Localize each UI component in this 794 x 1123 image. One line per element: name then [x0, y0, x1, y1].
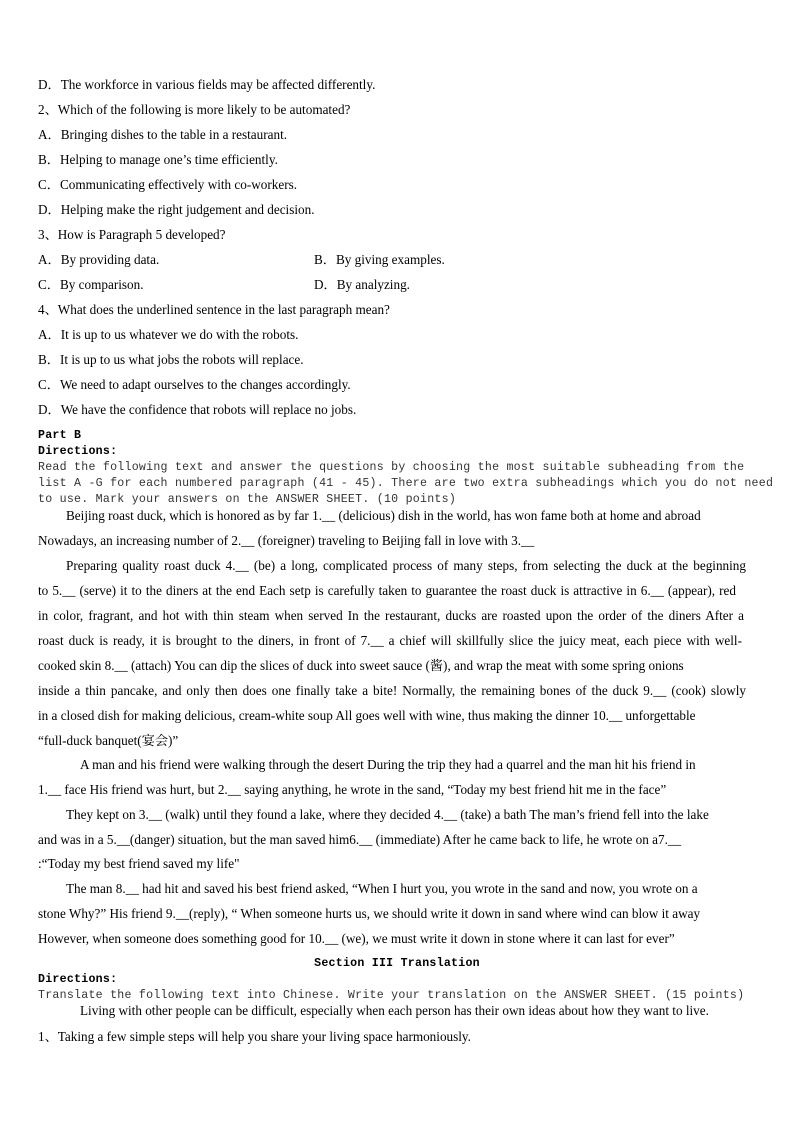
passage-line: A man and his friend were walking through the desert During the trip they had a quarrel and the man hit his friend in	[80, 757, 696, 772]
q3-option-d: D．By analyzing.	[314, 277, 410, 292]
passage-line: They kept on 3.__ (walk) until they found a lake, where they decided 4.__ (take) a bath The man’s friend fell into the lake	[66, 807, 709, 822]
q4-option-a: A．It is up to us whatever we do with the robots.	[38, 327, 299, 342]
passage-line: inside a thin pancake, and only then does one finally take a bite! Normally, the remaining bones of the duck 9.__ (cook) slowly	[38, 683, 746, 698]
passage-line: cooked skin 8.__ (attach) You can dip the slices of duck into sweet sauce (酱), and wrap the meat with some spring onions	[38, 658, 684, 673]
q3-option-c: C．By comparison.	[38, 277, 144, 292]
part-b-title: Part B	[38, 429, 82, 442]
passage-line: :“Today my best friend saved my life"	[38, 856, 240, 871]
q3-stem: 3、How is Paragraph 5 developed?	[38, 227, 226, 242]
part-b-directions-label: Directions:	[38, 445, 118, 458]
q3-option-b: B．By giving examples.	[314, 252, 445, 267]
translation-line: Living with other people can be difficult, especially when each person has their own ideas about how they want to live.	[80, 1003, 709, 1018]
q2-option-a: A．Bringing dishes to the table in a restaurant.	[38, 127, 288, 142]
passage-line: “full-duck banquet(宴会)”	[38, 733, 179, 748]
q2-option-b: B．Helping to manage one’s time efficiently.	[38, 152, 278, 167]
q2-stem: 2、Which of the following is more likely to be automated?	[38, 102, 351, 117]
q1-option-d: D．The workforce in various fields may be affected differently.	[38, 77, 376, 92]
q4-stem: 4、What does the underlined sentence in the last paragraph mean?	[38, 302, 390, 317]
section-3-directions-line: Translate the following text into Chinese. Write your translation on the ANSWER SHEET. (15 points)	[38, 989, 745, 1002]
passage-line: and was in a 5.__(danger) situation, but the man saved him6.__ (immediate) After he came back to life, he wrote on a7.__	[38, 832, 682, 847]
q3-option-a: A．By providing data.	[38, 252, 160, 267]
translation-line: 1、Taking a few simple steps will help you share your living space harmoniously.	[38, 1029, 471, 1044]
passage-line: roast duck is ready, it is brought to the diners, in front of 7.__ a chief will skillfully slice the juicy meat, each piece with well-	[38, 633, 742, 648]
passage-line: The man 8.__ had hit and saved his best friend asked, “When I hurt you, you wrote in the sand and now, you wrote on a	[66, 881, 698, 896]
passage-line: in color, fragrant, and hot with thin steam when served In the restaurant, ducks are roasted upon the order of the diners After a	[38, 608, 744, 623]
part-b-directions-line: Read the following text and answer the questions by choosing the most suitable subheading from the	[38, 461, 745, 474]
part-b-directions-line: list A -G for each numbered paragraph (41 - 45). There are two extra subheadings which you do not need	[38, 477, 774, 490]
section-3-directions-label: Directions:	[38, 973, 118, 986]
q2-option-d: D．Helping make the right judgement and decision.	[38, 202, 315, 217]
q4-option-b: B．It is up to us what jobs the robots will replace.	[38, 352, 304, 367]
passage-line: 1.__ face His friend was hurt, but 2.__ saying anything, he wrote in the sand, “Today my best friend hit me in the face”	[38, 782, 667, 797]
q4-option-d: D．We have the confidence that robots will replace no jobs.	[38, 402, 357, 417]
passage-line: Beijing roast duck, which is honored as by far 1.__ (delicious) dish in the world, has won fame both at home and abroad	[66, 508, 701, 523]
passage-line: However, when someone does something good for 10.__ (we), we must write it down in stone where it can last for ever”	[38, 931, 675, 946]
q4-option-c: C．We need to adapt ourselves to the changes accordingly.	[38, 377, 351, 392]
passage-line: in a closed dish for making delicious, cream-white soup All goes well with wine, thus making the dinner 10.__ unforgettable	[38, 708, 696, 723]
passage-line: stone Why?” His friend 9.__(reply), “ When someone hurts us, we should write it down in sand where wind can blow it away	[38, 906, 701, 921]
q2-option-c: C．Communicating effectively with co-workers.	[38, 177, 298, 192]
passage-line: to 5.__ (serve) it to the diners at the end Each setp is carefully taken to guarantee the roast duck is attractive in 6.__ (appear), red	[38, 583, 736, 598]
passage-line: Nowadays, an increasing number of 2.__ (foreigner) traveling to Beijing fall in love with 3.__	[38, 533, 535, 548]
part-b-directions-line: to use. Mark your answers on the ANSWER SHEET. (10 points)	[38, 493, 457, 506]
section-3-title: Section III Translation	[314, 957, 480, 970]
passage-line: Preparing quality roast duck 4.__ (be) a long, complicated process of many steps, from selecting the duck at the beginning	[66, 558, 746, 573]
